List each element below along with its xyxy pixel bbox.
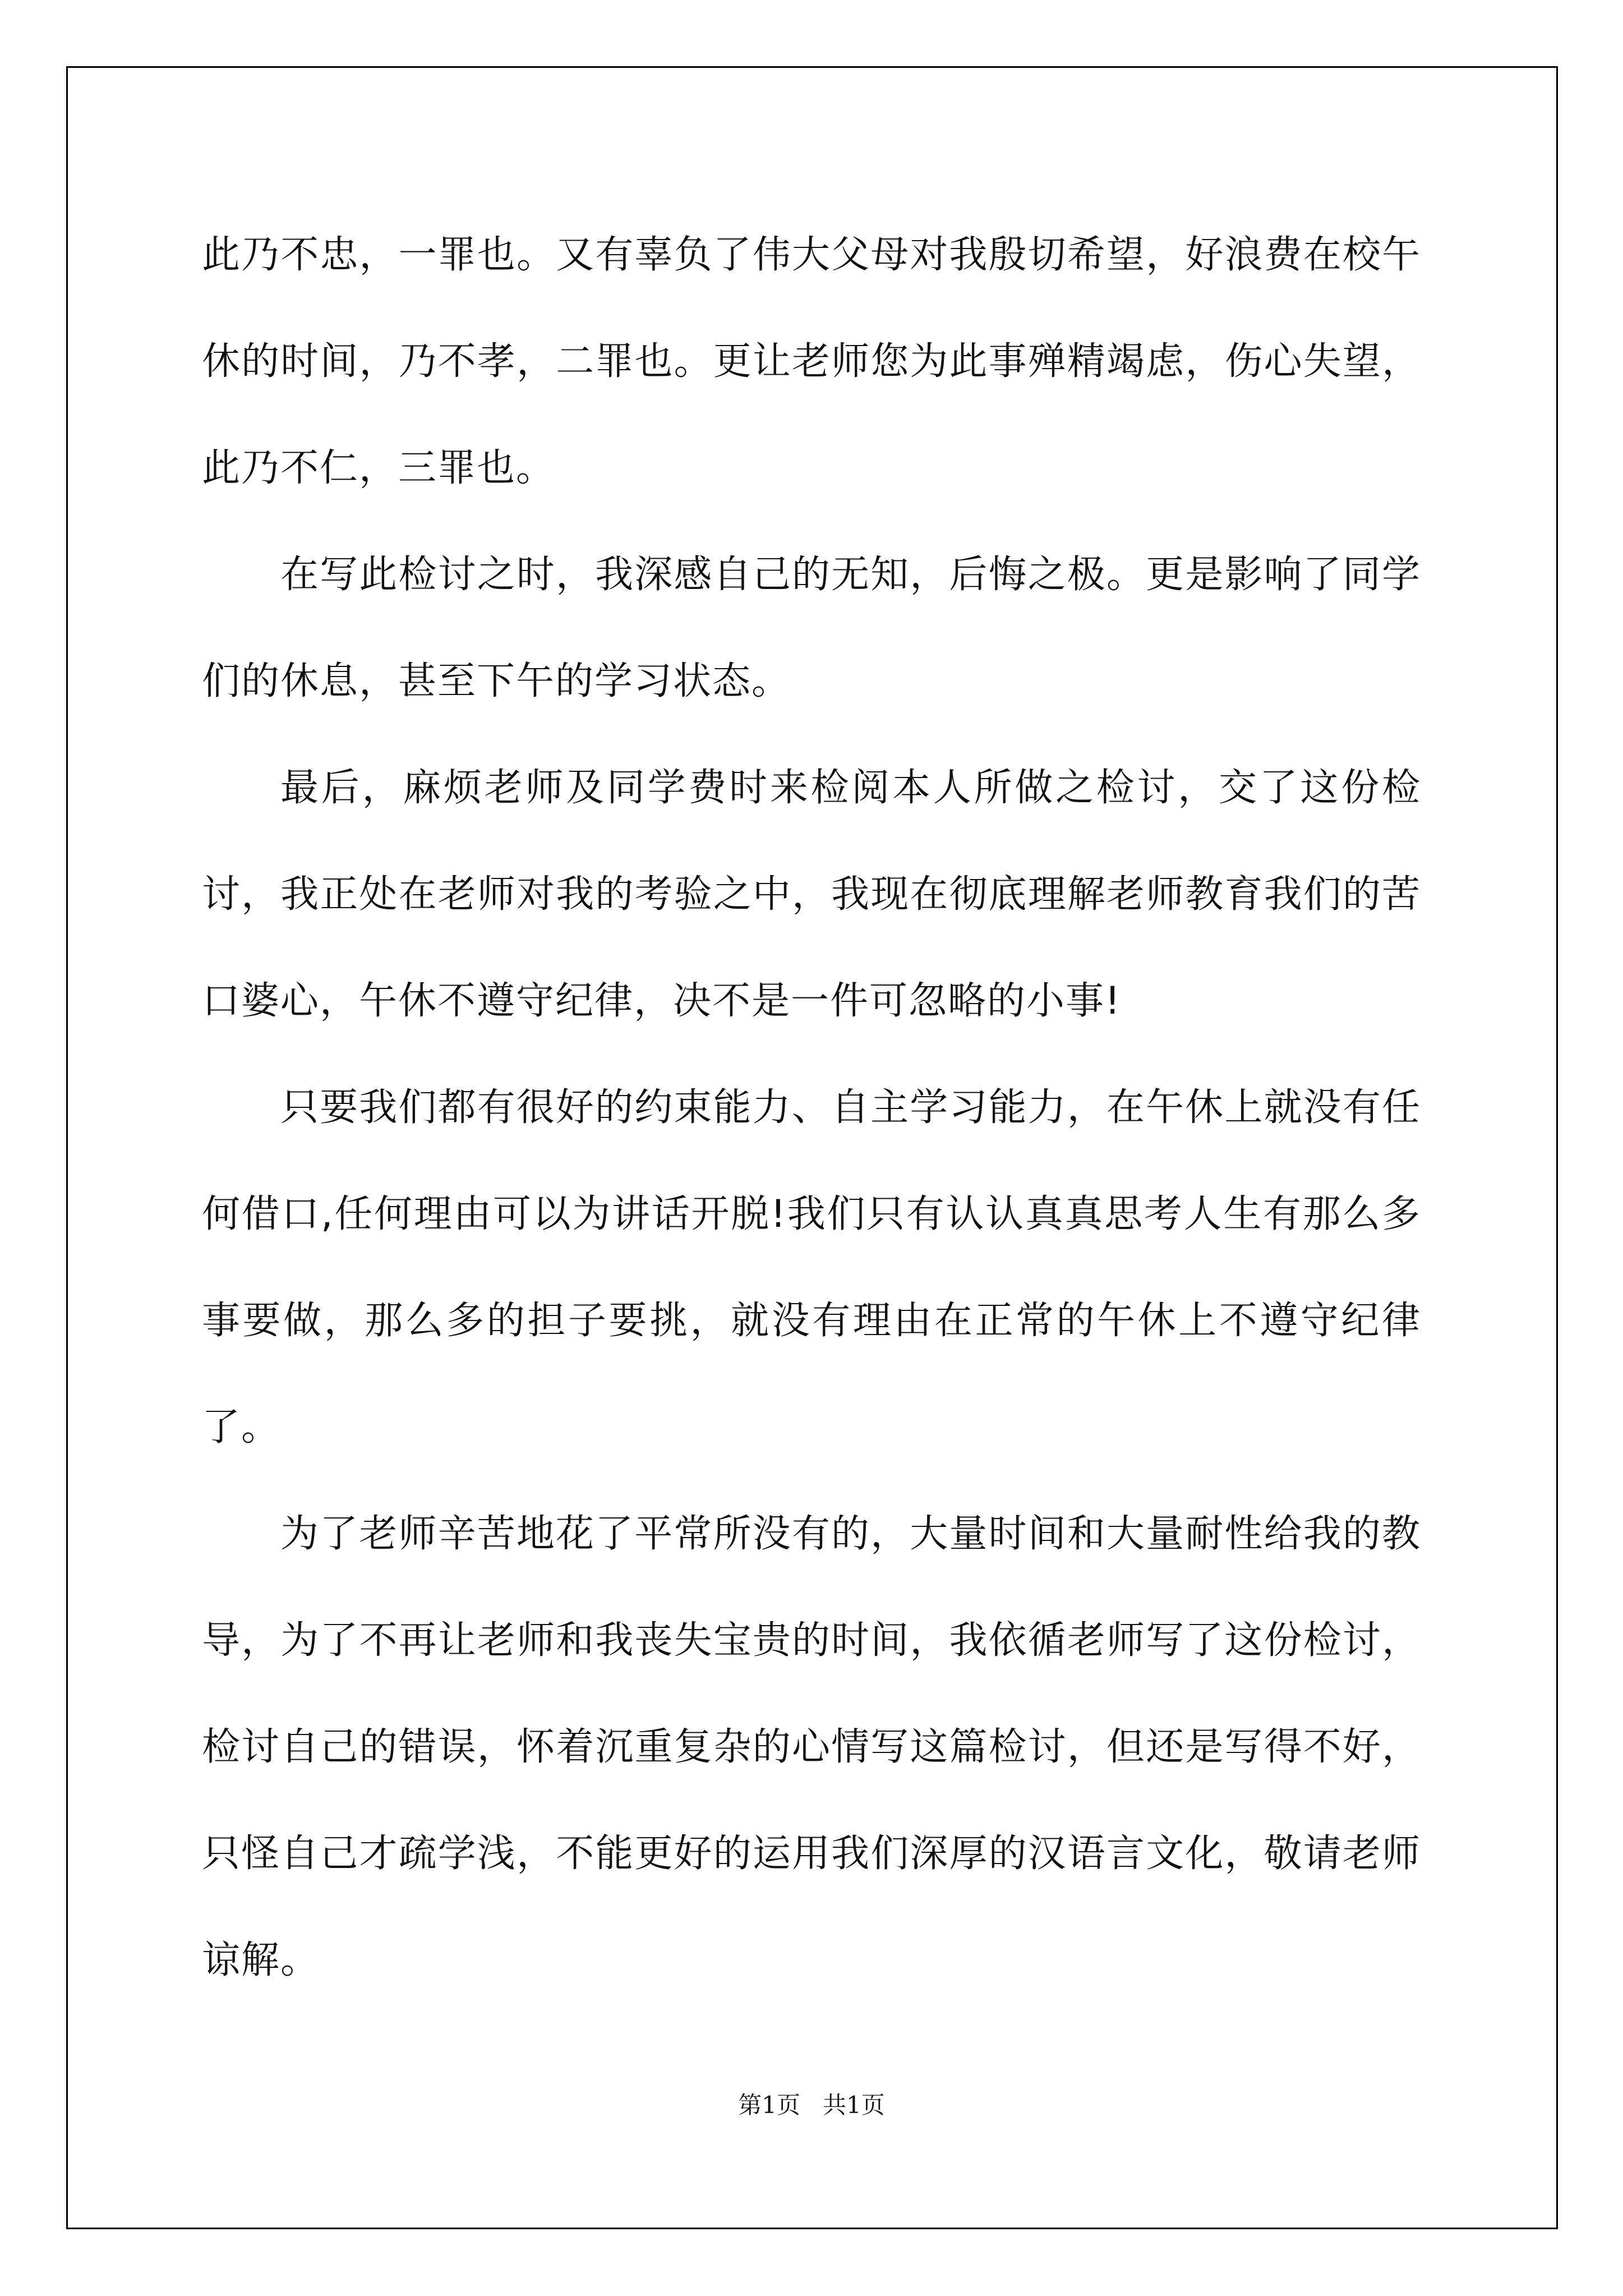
paragraph-3: 最后，麻烦老师及同学费时来检阅本人所做之检讨，交了这份检讨，我正处在老师对我的考验之中，我现在彻底理解老师教育我们的苦口婆心，午休不遵守纪律，决不是一件可忽略的小事! [202, 766, 1421, 1023]
paragraph-4: 只要我们都有很好的约束能力、自主学习能力，在午休上就没有任何借口,任何理由可以为讲话开脱!我们只有认认真真思考人生有那么多事要做，那么多的担子要挑，就没有理由在正常的午休上不遵守纪律了。 [202, 1085, 1421, 1450]
page-footer: 第1页 共1页 [738, 2091, 885, 2119]
paragraph-5: 为了老师辛苦地花了平常所没有的，大量时间和大量耐性给我的教导，为了不再让老师和我丧失宝贵的时间，我依循老师写了这份检讨，检讨自己的错误，怀着沉重复杂的心情写这篇检讨，但还是写得不好，只怪自己才疏学浅，不能更好的运用我们深厚的汉语言文化，敬请老师谅解。 [202, 1512, 1421, 1982]
document-body [202, 202, 1421, 2014]
paragraph-2: 在写此检讨之时，我深感自己的无知，后悔之极。更是影响了同学们的休息，甚至下午的学习状态。 [202, 553, 1421, 703]
paragraph-1: 此乃不忠，一罪也。又有辜负了伟大父母对我殷切希望，好浪费在校午休的时间，乃不孝，二罪也。更让老师您为此事殚精竭虑，伤心失望，此乃不仁，三罪也。 [202, 233, 1421, 490]
